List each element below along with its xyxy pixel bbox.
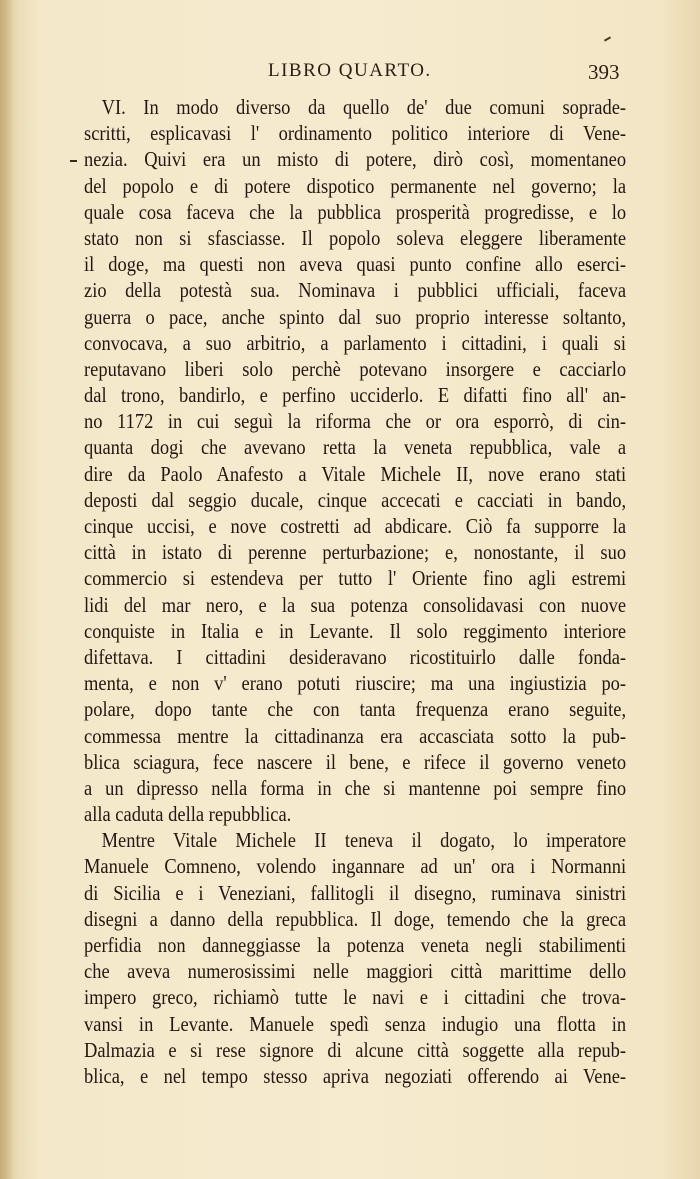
text-line: di Sicilia e i Veneziani, fallitogli il disegno, ruminava sinistri (84, 880, 627, 905)
text-line: difettava. I cittadini desideravano ricostituirlo dalle fonda- (84, 644, 627, 669)
running-title: LIBRO QUARTO. (268, 60, 432, 81)
text-line: blica, e nel tempo stesso apriva negoziati offerendo ai Vene- (84, 1063, 627, 1088)
text-line: lidi del mar nero, e la sua potenza consolidavasi con nuove (84, 592, 627, 617)
text-line: commercio si estendeva per tutto l' Oriente fino agli estremi (84, 566, 627, 591)
text-line: Dalmazia e si rese signore di alcune città soggette alla repub- (84, 1037, 627, 1062)
text-line: disegni a danno della repubblica. Il doge, temendo che la greca (84, 906, 627, 931)
body-text (84, 94, 626, 1089)
text-line: a un dipresso nella forma in che si mantenne poi sempre fino (84, 775, 627, 800)
page-number: 393 (588, 60, 620, 84)
text-line: quale cosa faceva che la pubblica prosperità progredisse, e lo (84, 199, 627, 224)
text-line: città in istato di perenne perturbazione; e, nonostante, il suo (84, 540, 627, 565)
pencil-mark (604, 36, 611, 41)
text-line: del popolo e di potere dispotico permanente nel governo; la (84, 173, 627, 198)
text-line: Mentre Vitale Michele II teneva il dogato, lo imperatore (101, 828, 627, 853)
text-line: VI. In modo diverso da quello de' due comuni soprade- (101, 95, 627, 119)
text-line: polare, dopo tante che con tanta frequenza erano seguite, (84, 697, 627, 722)
text-line: blica sciagura, fece nascere il bene, e rifece il governo veneto (84, 749, 627, 774)
text-line: guerra o pace, anche spinto dal suo proprio interesse soltanto, (84, 304, 627, 329)
text-line: quanta dogi che avevano retta la veneta repubblica, vale a (84, 435, 627, 460)
text-line: impero greco, richiamò tutte le navi e i cittadini che trova- (84, 985, 627, 1010)
text-line: convocava, a suo arbitrio, a parlamento i cittadini, i quali si (84, 330, 627, 355)
text-line: zio della potestà sua. Nominava i pubblici ufficiali, faceva (84, 278, 627, 303)
text-line: vansi in Levante. Manuele spedì senza indugio una flotta in (84, 1011, 627, 1036)
text-line: alla caduta della repubblica. (84, 802, 292, 827)
text-line: no 1172 in cui seguì la riforma che or ora esporrò, di cin- (84, 409, 627, 434)
text-line: cinque uccisi, e nove costretti ad abdicare. Ciò fa supporre la (84, 514, 627, 538)
text-line: menta, e non v' erano potuti riuscire; ma una ingiustizia po- (84, 671, 627, 696)
text-line: dal trono, bandirlo, e perfino ucciderlo. E difatti fino all' an- (84, 383, 627, 408)
text-line: Manuele Comneno, volendo ingannare ad un' ora i Normanni (84, 854, 627, 879)
text-line: conquiste in Italia e in Levante. Il solo reggimento interiore (84, 618, 627, 643)
text-line: reputavano liberi solo perchè potevano insorgere e cacciarlo (84, 356, 627, 381)
text-line: il doge, ma questi non aveva quasi punto confine allo eserci- (84, 252, 627, 277)
text-line: scritti, esplicavasi l' ordinamento politico interiore di Vene- (84, 121, 627, 146)
text-line: che aveva numerosissimi nelle maggiori città marittime dello (84, 959, 627, 984)
text-line: deposti dal seggio ducale, cinque accecati e cacciati in bando, (84, 487, 627, 512)
margin-mark (70, 160, 77, 162)
page-header (0, 60, 700, 90)
text-line: dire da Paolo Anafesto a Vitale Michele II, nove erano stati (84, 461, 627, 486)
text-line: perfidia non danneggiasse la potenza veneta negli stabilimenti (84, 933, 627, 957)
text-line: stato non si sfasciasse. Il popolo soleva eleggere liberamente (84, 225, 627, 250)
text-line: commessa mentre la cittadinanza era accasciata sotto la pub- (84, 723, 627, 748)
text-line: nezia. Quivi era un misto di potere, dirò così, momentaneo (84, 147, 627, 172)
page-gutter-shadow (0, 0, 14, 1179)
